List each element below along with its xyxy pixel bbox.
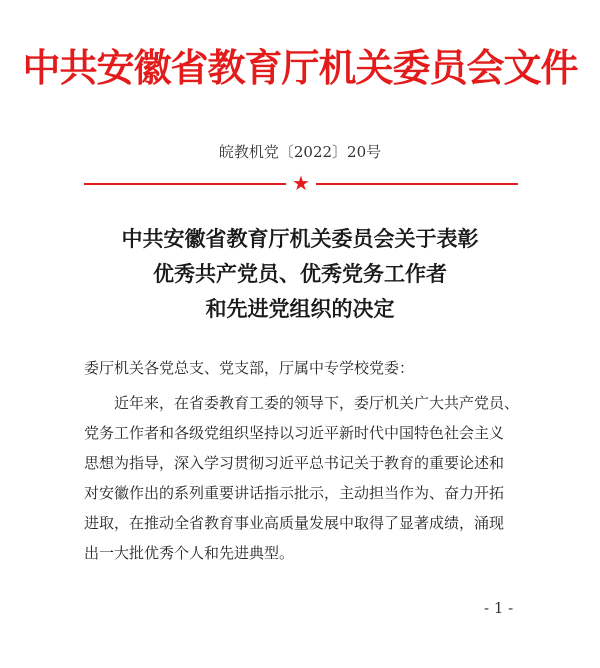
title-line: 中共安徽省教育厅机关委员会关于表彰	[121, 227, 479, 251]
body-line: 对安徽作出的系列重要讲话指示批示，主动担当作为、奋力开拓	[84, 484, 505, 502]
masthead-title: 中共安徽省教育厅机关委员会文件	[22, 46, 578, 90]
title-line: 和先进党组织的决定	[205, 297, 395, 321]
body-line: 思想为指导，深入学习贯彻习近平总书记关于教育的重要论述和	[84, 454, 505, 472]
document-number: 皖教机党〔2022〕20号	[218, 143, 382, 161]
body-line: 近年来，在省委教育工委的领导下，委厅机关广大共产党员、	[114, 394, 520, 412]
body-line: 出一大批优秀个人和先进典型。	[84, 544, 295, 562]
separator-rule-left	[84, 183, 286, 185]
star-icon: ★	[292, 171, 310, 195]
body-line: 进取，在推动全省教育事业高质量发展中取得了显著成绩，涌现	[84, 514, 505, 532]
red-separator	[84, 171, 518, 195]
separator-rule-right	[316, 183, 518, 185]
page-number: - 1 -	[484, 599, 514, 617]
document-title	[0, 222, 600, 327]
body-paragraph	[84, 388, 524, 568]
title-line: 优秀共产党员、优秀党务工作者	[153, 262, 447, 286]
body-line: 党务工作者和各级党组织坚持以习近平新时代中国特色社会主义	[84, 424, 505, 442]
salutation: 委厅机关各党总支、党支部，厅属中专学校党委：	[84, 359, 415, 377]
